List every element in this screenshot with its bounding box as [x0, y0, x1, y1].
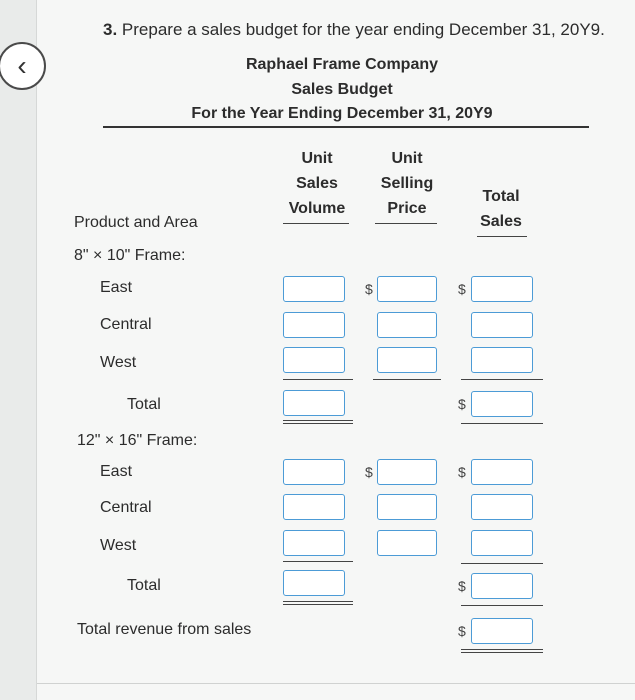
total-revenue-label: Total revenue from sales [77, 621, 252, 638]
report-title: Sales Budget [291, 81, 393, 98]
currency-symbol: $ [365, 464, 373, 480]
total-sales-total-input[interactable] [471, 573, 533, 599]
unit-volume-total-input[interactable] [283, 390, 345, 416]
col-line: Volume [288, 200, 346, 217]
double-underline [283, 604, 353, 605]
col-unit-selling-price [369, 146, 445, 221]
unit-volume-input[interactable] [283, 494, 345, 520]
unit-price-input[interactable] [377, 459, 437, 485]
row-label: East [100, 279, 133, 296]
total-sales-total-input[interactable] [471, 391, 533, 417]
col-line: Unit [391, 150, 423, 167]
row-label-total: Total [127, 577, 161, 594]
subtotal-line [373, 379, 441, 380]
total-sales-input[interactable] [471, 530, 533, 556]
unit-volume-input[interactable] [283, 347, 345, 373]
unit-volume-total-input[interactable] [283, 570, 345, 596]
col-line: Sales [296, 175, 338, 192]
col-underline [477, 236, 527, 237]
row-label: Central [100, 316, 152, 333]
group-title: 8" × 10" Frame: [74, 247, 186, 264]
currency-symbol: $ [365, 281, 373, 297]
footer-divider [37, 683, 635, 684]
unit-price-input[interactable] [377, 494, 437, 520]
company-name: Raphael Frame Company [245, 56, 439, 73]
unit-price-input[interactable] [377, 347, 437, 373]
currency-symbol: $ [458, 281, 466, 297]
col-underline [283, 223, 349, 224]
question-number: 3. [103, 20, 118, 39]
total-sales-input[interactable] [471, 312, 533, 338]
subtotal-line [461, 563, 543, 564]
unit-price-input[interactable] [377, 276, 437, 302]
group-title: 12" × 16" Frame: [77, 432, 198, 449]
currency-symbol: $ [458, 396, 466, 412]
double-underline [461, 649, 543, 650]
col-line: Total [482, 188, 520, 205]
col-line: Unit [301, 150, 333, 167]
question-title [103, 20, 605, 40]
unit-volume-input[interactable] [283, 276, 345, 302]
subtotal-line [461, 379, 543, 380]
header-rule [103, 126, 589, 128]
report-period: For the Year Ending December 31, 20Y9 [191, 105, 493, 122]
underline [461, 423, 543, 424]
subtotal-line [283, 379, 353, 380]
col-line: Price [387, 200, 427, 217]
back-button[interactable] [0, 42, 46, 90]
row-label-total: Total [127, 396, 161, 413]
col-line: Sales [480, 213, 522, 230]
unit-price-input[interactable] [377, 530, 437, 556]
subtotal-line [283, 561, 353, 562]
double-underline [283, 420, 353, 421]
row-label: West [100, 537, 137, 554]
underline [461, 605, 543, 606]
col-line: Selling [380, 175, 434, 192]
question-text: Prepare a sales budget for the year ending December 31, 20Y9. [121, 20, 605, 39]
row-label: West [100, 354, 137, 371]
double-underline [283, 601, 353, 602]
total-sales-input[interactable] [471, 494, 533, 520]
currency-symbol: $ [458, 623, 466, 639]
worksheet-page [36, 0, 635, 700]
double-underline [283, 423, 353, 424]
unit-volume-input[interactable] [283, 459, 345, 485]
total-sales-input[interactable] [471, 459, 533, 485]
col-unit-sales-volume [279, 146, 355, 221]
total-revenue-input[interactable] [471, 618, 533, 644]
row-label: East [100, 463, 133, 480]
col-underline [375, 223, 437, 224]
double-underline [461, 652, 543, 653]
col-total-sales [463, 184, 539, 234]
total-sales-input[interactable] [471, 347, 533, 373]
unit-volume-input[interactable] [283, 530, 345, 556]
currency-symbol: $ [458, 578, 466, 594]
row-label: Central [100, 499, 152, 516]
total-sales-input[interactable] [471, 276, 533, 302]
unit-price-input[interactable] [377, 312, 437, 338]
chevron-left-icon: ‹ [17, 50, 27, 81]
col-product-area: Product and Area [74, 214, 198, 231]
unit-volume-input[interactable] [283, 312, 345, 338]
currency-symbol: $ [458, 464, 466, 480]
